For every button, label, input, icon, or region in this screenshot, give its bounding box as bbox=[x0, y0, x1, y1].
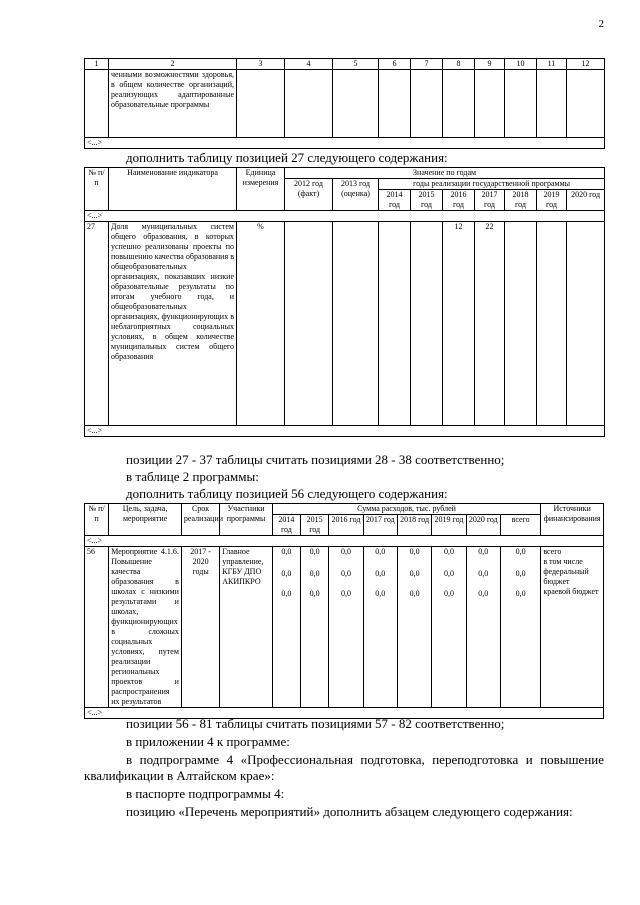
col-header-source: Источники финансирования bbox=[541, 504, 604, 536]
source-total: всего bbox=[543, 547, 562, 556]
table-continuation bbox=[84, 58, 605, 149]
sum-cell: 0,0 0,0 0,0 bbox=[329, 547, 363, 708]
col-header-year: 2020 год bbox=[466, 515, 500, 536]
col-header-2012: 2012 год (факт) bbox=[285, 179, 333, 211]
table-indicators bbox=[84, 167, 605, 437]
ellipsis-row: <...> bbox=[85, 138, 605, 149]
indicator-text: ченными возможностями здоровья, в общем количестве организаций, реализующих адаптированные образовательные программы bbox=[109, 70, 237, 138]
table-row bbox=[85, 70, 605, 138]
sum-cell: 0,0 0,0 0,0 bbox=[301, 547, 329, 708]
col-header: 8 bbox=[443, 59, 475, 70]
table-row bbox=[85, 547, 604, 708]
value-2016: 12 bbox=[443, 222, 475, 426]
col-header: 12 bbox=[567, 59, 605, 70]
col-header: 7 bbox=[411, 59, 443, 70]
paragraph: в приложении 4 к программе: bbox=[126, 734, 290, 749]
col-header-year: 2018 год bbox=[505, 190, 537, 211]
paragraph: дополнить таблицу позицией 27 следующего содержания: bbox=[126, 150, 448, 165]
paragraph: позиции 27 - 37 таблицы считать позициями 28 - 38 соответственно; bbox=[126, 452, 505, 467]
header-row bbox=[85, 59, 605, 70]
ellipsis-row: <...> bbox=[85, 536, 604, 547]
col-header-term: Срок реализации bbox=[181, 504, 219, 536]
paragraph: дополнить таблицу позицией 56 следующего содержания: bbox=[126, 486, 448, 501]
col-header-num: № п/п bbox=[85, 504, 109, 536]
unit-cell: % bbox=[237, 222, 285, 426]
table-row bbox=[85, 222, 605, 426]
sum-cell: 0,0 0,0 0,0 bbox=[466, 547, 500, 708]
col-header-year: 2014 год bbox=[272, 515, 300, 536]
ellipsis-row: <...> bbox=[85, 426, 605, 437]
col-header-num: № п/п bbox=[85, 168, 109, 211]
col-header: 3 bbox=[237, 59, 285, 70]
col-header: 6 bbox=[379, 59, 411, 70]
col-header: 5 bbox=[333, 59, 379, 70]
col-header-participants: Участники программы bbox=[220, 504, 273, 536]
col-header: 9 bbox=[475, 59, 505, 70]
col-header-total: всего bbox=[500, 515, 540, 536]
col-header-year: 2015 год bbox=[301, 515, 329, 536]
sum-cell-total: 0,0 0,0 0,0 bbox=[500, 547, 540, 708]
col-header-year: 2016 год bbox=[329, 515, 363, 536]
col-header-values: Значение по годам bbox=[285, 168, 605, 179]
col-header-year: 2014 год bbox=[379, 190, 411, 211]
sum-cell: 0,0 0,0 0,0 bbox=[272, 547, 300, 708]
col-header-unit: Единица измерения bbox=[237, 168, 285, 211]
col-header-goal: Цель, задача, мероприятие bbox=[109, 504, 182, 536]
source-regional: краевой бюджет bbox=[543, 587, 599, 596]
col-header: 11 bbox=[537, 59, 567, 70]
page-number: 2 bbox=[598, 18, 604, 30]
col-header: 1 bbox=[85, 59, 109, 70]
value-2017: 22 bbox=[475, 222, 505, 426]
source-federal: федеральный бюджет bbox=[543, 567, 589, 586]
paragraph: в паспорте подпрограммы 4: bbox=[126, 786, 285, 801]
col-header-year: 2018 год bbox=[397, 515, 431, 536]
table-expenses bbox=[84, 503, 604, 719]
col-header-year: 2016 год bbox=[443, 190, 475, 211]
sum-cell: 0,0 0,0 0,0 bbox=[397, 547, 431, 708]
source-cell bbox=[541, 547, 604, 708]
col-header-year: 2019 год bbox=[432, 515, 466, 536]
activity-name: Мероприятие 4.1.6. Повышение качества образования в школах с низкими результатами и школах, функционирующих в сложных социальных условиях, путем реализации региональных проектов и распространения их результатов bbox=[109, 547, 182, 708]
paragraph: позиции 56 - 81 таблицы считать позициями 57 - 82 соответственно; bbox=[126, 716, 505, 731]
col-header-year: 2015 год bbox=[411, 190, 443, 211]
source-including: в том числе bbox=[543, 557, 583, 566]
paragraph: позицию «Перечень мероприятий» дополнить абзацем следующего содержания: bbox=[126, 804, 573, 819]
row-number: 56 bbox=[85, 547, 109, 708]
col-header-name: Наименование индикатора bbox=[109, 168, 237, 211]
col-header: 4 bbox=[285, 59, 333, 70]
col-header-sum: Сумма расходов, тыс. рублей bbox=[272, 504, 541, 515]
col-header: 10 bbox=[505, 59, 537, 70]
participants-cell: Главное управление, КГБУ ДПО АКИПКРО bbox=[220, 547, 273, 708]
col-header-program-years: годы реализации государственной программы bbox=[379, 179, 605, 190]
term-cell: 2017 - 2020 годы bbox=[181, 547, 219, 708]
ellipsis-row: <...> bbox=[85, 708, 604, 719]
col-header-year: 2017 год bbox=[363, 515, 397, 536]
row-number: 27 bbox=[85, 222, 109, 426]
paragraph: в подпрограмме 4 «Профессиональная подготовка, переподготовка и повышение квалификации в Алтайском крае»: bbox=[84, 752, 604, 783]
sum-cell: 0,0 0,0 0,0 bbox=[432, 547, 466, 708]
col-header-year: 2017 год bbox=[475, 190, 505, 211]
ellipsis-row: <...> bbox=[85, 211, 605, 222]
col-header-year: 2020 год bbox=[567, 190, 605, 211]
paragraph: в таблице 2 программы: bbox=[126, 469, 259, 484]
col-header: 2 bbox=[109, 59, 237, 70]
col-header-2013: 2013 год (оценка) bbox=[333, 179, 379, 211]
col-header-year: 2019 год bbox=[537, 190, 567, 211]
sum-cell: 0,0 0,0 0,0 bbox=[363, 547, 397, 708]
indicator-name: Доля муниципальных систем общего образования, в которых успешно реализованы проекты по повышению качества образования в общеобразовательных организациях, показавших низкие образовательные результаты по итогам учебного года, и общеобразовательных организациях, функционирующих в неблагоприятных социальных условиях, в общем количестве муниципальных систем общего образования bbox=[109, 222, 237, 426]
